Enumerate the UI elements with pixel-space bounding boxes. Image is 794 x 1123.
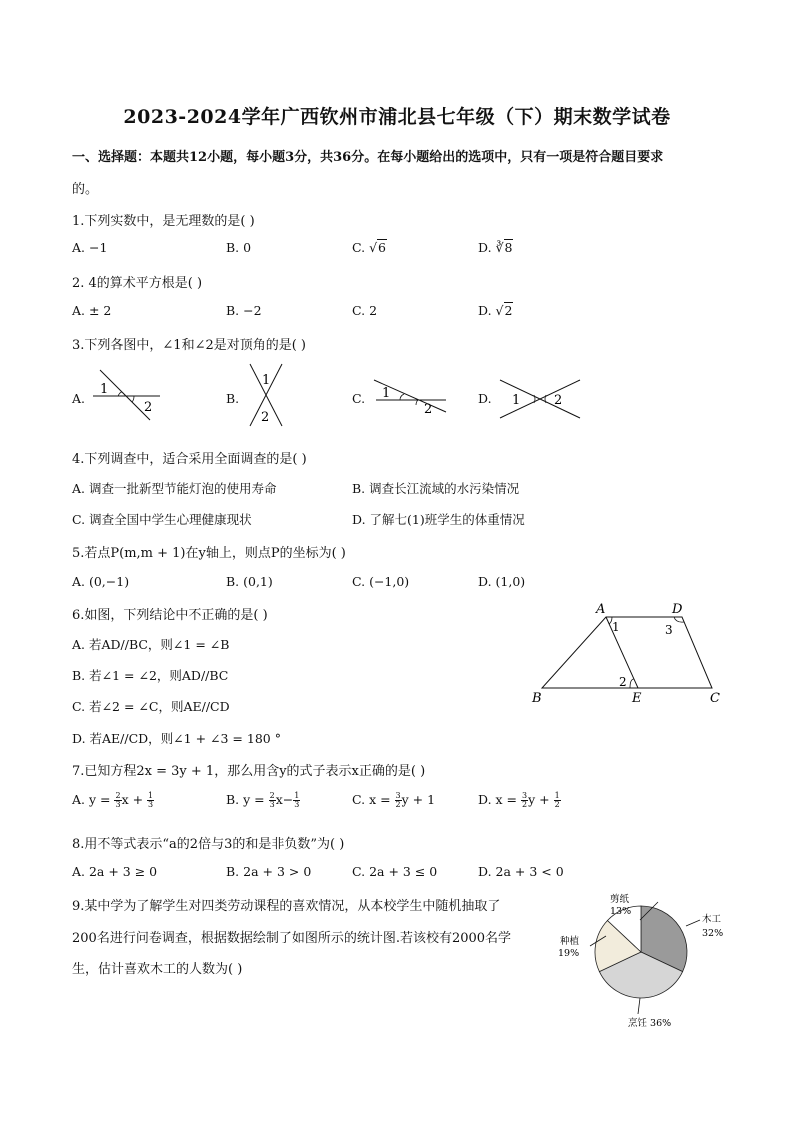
q8-stem: 8.用不等式表示“a的2倍与3的和是非负数”为( ) [72,837,345,852]
q8-option-c: C. 2a + 3 ≤ 0 [352,864,438,879]
q1-option-b: B. 0 [226,240,252,255]
q3d-label-1: 1 [512,393,521,408]
q4-option-a: A. 调查一批新型节能灯泡的使用寿命 [72,481,277,496]
q9-pie-chart [548,890,738,1032]
q1-option-d: D. ∛8 [478,240,513,255]
q9-stem-line2: 200名进行问卷调查，根据数据绘制了如图所示的统计图.若该校有2000名学 [72,931,512,946]
fig6-angle-3: 3 [665,623,673,637]
q9-stem-line3: 生，估计喜欢木工的人数为( ) [72,962,243,977]
q3-option-c: C. [352,391,366,406]
q6-option-a: A. 若AD//BC，则∠1 = ∠B [72,637,230,652]
fig6-angle-2: 2 [619,675,627,689]
q1-option-a: A. −1 [72,240,108,255]
q4-option-c: C. 调查全国中学生心理健康现状 [72,512,252,527]
q2-option-d: D. √2 [478,303,513,318]
q2-stem: 2. 4的算术平方根是( ) [72,276,203,291]
q6-option-d: D. 若AE//CD，则∠1 + ∠3 = 180 ° [72,731,281,746]
q5-stem: 5.若点P(m,m + 1)在y轴上，则点P的坐标为( ) [72,546,346,561]
q7-option-b: B. y = $\frac{2}{3}$ x− $\frac{1}{3}$ [226,791,300,809]
q3-figure-c [370,372,450,420]
q6-stem: 6.如图，下列结论中不正确的是( ) [72,608,268,623]
pie-label-zhongzhi-pct: 19% [558,948,580,959]
q9-stem-line1: 9.某中学为了解学生对四类劳动课程的喜欢情况，从本校学生中随机抽取了 [72,899,501,914]
q7-stem: 7.已知方程2x = 3y + 1，那么用含y的式子表示x正确的是( ) [72,764,426,779]
q3-option-d: D. [478,391,492,406]
fig6-label-C: C [710,691,720,706]
pie-label-jianzhi-pct: 13% [610,906,632,917]
q3-figure-d [496,374,586,422]
q7-option-a: A. y = $\frac{2}{3}$ x + $\frac{1}{3}$ [72,791,154,809]
q4-option-d: D. 了解七(1)班学生的体重情况 [352,512,525,527]
fig6-label-E: E [632,691,642,706]
q3d-label-2: 2 [554,393,563,408]
q7-option-c: C. x = $\frac{3}{2}$ y + 1 [352,791,436,809]
pie-label-jianzhi: 剪纸 [610,894,630,905]
q1-option-c: C. √6 [352,240,386,255]
q6-figure [526,598,728,708]
fig6-label-A: A [596,602,606,617]
q3-figure-a [88,366,168,422]
q3a-label-2: 2 [144,400,153,415]
q5-option-b: B. (0,1) [226,574,273,589]
pie-label-zhongzhi: 种植 [560,936,580,947]
q3a-label-1: 1 [100,382,109,397]
q6-option-b: B. 若∠1 = ∠2，则AD//BC [72,668,229,683]
q5-option-d: D. (1,0) [478,574,526,589]
q4-stem: 4.下列调查中，适合采用全面调查的是( ) [72,452,307,467]
q6-option-c: C. 若∠2 = ∠C，则AE//CD [72,699,230,714]
pie-label-mugong-pct: 32% [702,928,724,939]
q8-option-a: A. 2a + 3 ≥ 0 [72,864,158,879]
q2-option-c: C. 2 [352,303,378,318]
q5-option-a: A. (0,−1) [72,574,130,589]
fig6-angle-1: 1 [612,620,620,634]
pie-label-mugong: 木工 [702,914,722,925]
q5-option-c: C. (−1,0) [352,574,410,589]
q3b-label-2: 2 [261,410,270,425]
q3-option-a: A. [72,391,86,406]
pie-label-pengren: 烹饪 36% [628,1018,672,1029]
q3b-label-1: 1 [262,373,271,388]
q3-stem: 3.下列各图中，∠1和∠2是对顶角的是( ) [72,338,307,353]
q3-option-b: B. [226,391,240,406]
q3c-label-1: 1 [382,386,391,401]
q3-figure-b [244,360,288,430]
fig6-label-D: D [672,602,683,617]
q7-option-d: D. x = $\frac{3}{2}$ y + $\frac{1}{2}$ [478,791,560,809]
section-heading: 一、选择题：本题共12小题，每小题3分，共36分。在每小题给出的选项中，只有一项是符合题目要求 [72,150,664,165]
q3c-label-2: 2 [424,402,433,417]
q2-option-b: B. −2 [226,303,262,318]
q8-option-d: D. 2a + 3 < 0 [478,864,564,879]
q4-option-b: B. 调查长江流域的水污染情况 [352,481,520,496]
q8-option-b: B. 2a + 3 > 0 [226,864,312,879]
section-heading-cont: 的。 [72,182,99,197]
fig6-label-B: B [532,691,542,706]
q1-stem: 1.下列实数中，是无理数的是( ) [72,214,255,229]
q2-option-a: A. ± 2 [72,303,112,318]
page-title: 2023-2024学年广西钦州市浦北县七年级（下）期末数学试卷 [123,106,671,128]
